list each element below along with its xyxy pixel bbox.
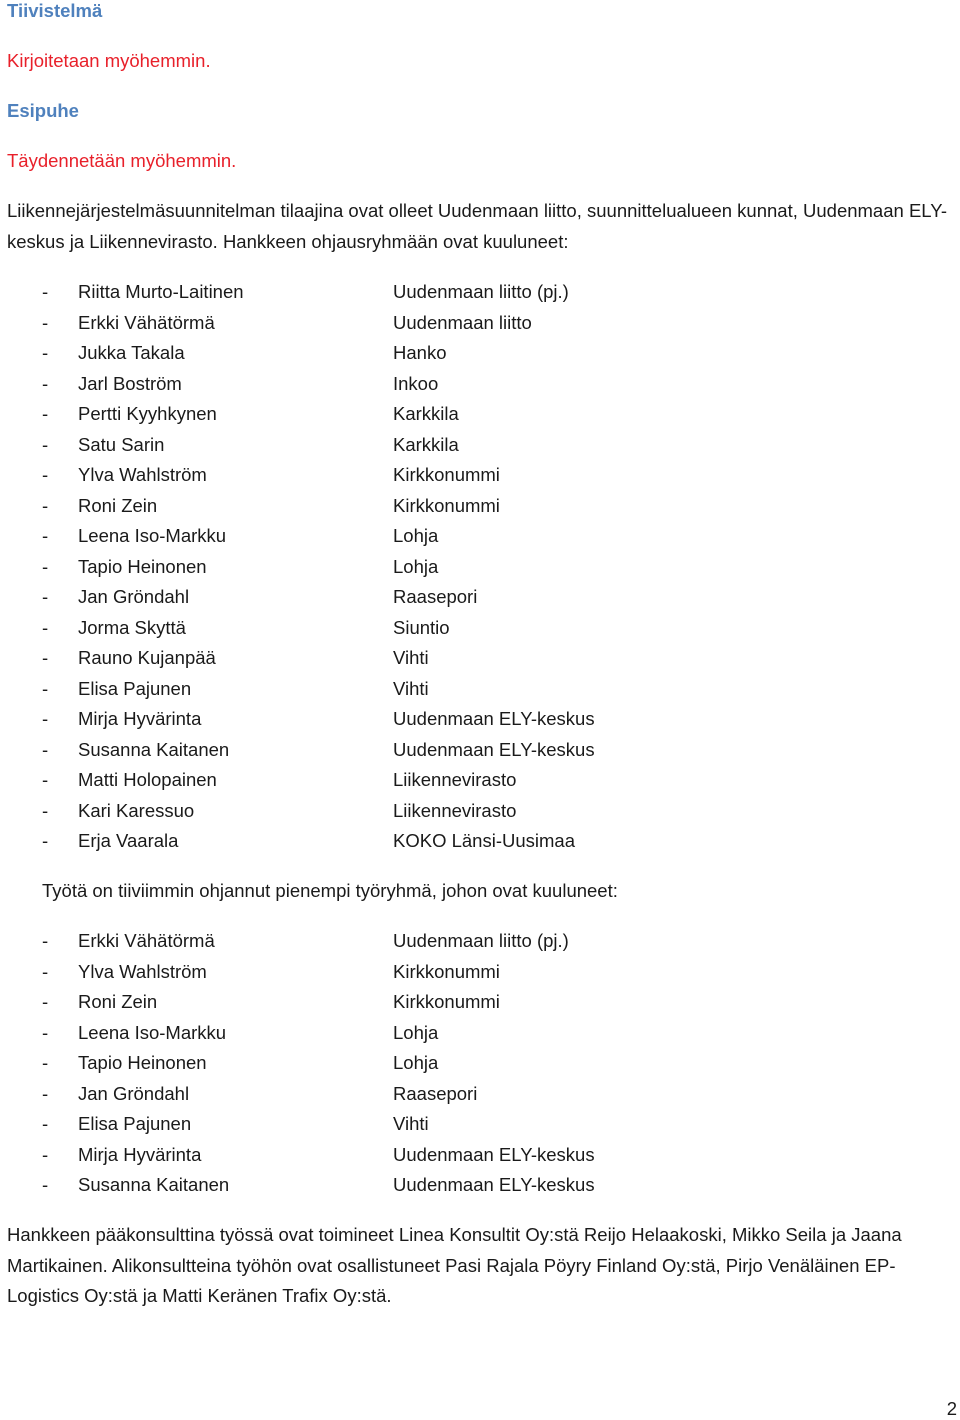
list-dash: -	[42, 677, 49, 699]
member-organization: Uudenmaan ELY-keskus	[393, 708, 595, 729]
list-dash: -	[42, 647, 49, 668]
consultants-paragraph-text: Hankkeen pääkonsulttina työssä ovat toimineet Linea Konsultit Oy:stä Reijo Helaakoski, Mikko Seila ja Jaana Martikainen. Alikonsultteina työhön ovat osallistuneet Pasi Rajala Pöyry Finland Oy:stä, Pirjo Venäläinen EP-Logistics Oy:stä ja Matti Keränen Trafix Oy:stä.	[7, 1224, 902, 1306]
list-dash: -	[42, 1174, 49, 1195]
consultants-paragraph	[7, 1220, 957, 1312]
list-dash: -	[42, 311, 49, 333]
member-name: Susanna Kaitanen	[78, 1174, 230, 1195]
member-name: Elisa Pajunen	[78, 677, 192, 699]
member-name: Jan Gröndahl	[78, 1082, 190, 1104]
foreword-heading: Esipuhe	[7, 100, 79, 121]
working-group-intro-text: Työtä on tiiviimmin ohjannut pienempi työryhmä, johon ovat kuuluneet:	[42, 880, 618, 901]
member-name: Roni Zein	[78, 494, 158, 516]
member-organization: KOKO Länsi-Uusimaa	[393, 830, 575, 851]
member-organization: Uudenmaan ELY-keskus	[393, 1174, 595, 1195]
member-name: Tapio Heinonen	[78, 555, 207, 577]
intro-paragraph-text: Liikennejärjestelmäsuunnitelman tilaajina ovat olleet Uudenmaan liitto, suunnittelualueen kunnat, Uudenmaan ELY-keskus ja Liikennevirasto. Hankkeen ohjausryhmään ovat kuuluneet:	[7, 200, 947, 252]
member-organization: Inkoo	[393, 372, 439, 394]
member-organization: Kirkkonummi	[393, 464, 500, 485]
list-dash: -	[42, 991, 49, 1012]
list-dash: -	[42, 738, 49, 760]
member-organization: Uudenmaan liitto (pj.)	[393, 930, 569, 951]
member-organization: Lohja	[393, 525, 439, 546]
member-organization: Siuntio	[393, 616, 450, 638]
list-dash: -	[42, 464, 49, 485]
member-name: Riitta Murto-Laitinen	[78, 281, 244, 302]
intro-paragraph	[7, 196, 957, 257]
member-name: Erja Vaarala	[78, 830, 179, 851]
member-name: Tapio Heinonen	[78, 1052, 207, 1073]
working-group-intro	[42, 876, 942, 907]
member-organization: Uudenmaan liitto	[393, 311, 532, 333]
member-organization: Kirkkonummi	[393, 991, 500, 1012]
member-organization: Kirkkonummi	[393, 494, 500, 516]
member-name: Elisa Pajunen	[78, 1113, 192, 1134]
member-organization: Lohja	[393, 555, 439, 577]
list-dash: -	[42, 1143, 49, 1165]
member-name: Pertti Kyyhkynen	[78, 403, 217, 424]
foreword-placeholder-text: Täydennetään myöhemmin.	[7, 150, 237, 171]
member-name: Jan Gröndahl	[78, 586, 190, 607]
list-dash: -	[42, 1052, 49, 1073]
member-name: Erkki Vähätörmä	[78, 311, 215, 333]
list-dash: -	[42, 525, 49, 546]
member-organization: Vihti	[393, 1113, 429, 1134]
member-name: Leena Iso-Markku	[78, 525, 227, 546]
member-organization: Uudenmaan ELY-keskus	[393, 738, 595, 760]
list-dash: -	[42, 769, 49, 790]
member-name: Jorma Skyttä	[78, 616, 186, 638]
list-dash: -	[42, 930, 49, 951]
list-dash: -	[42, 433, 49, 455]
page-number: 2	[946, 1398, 957, 1419]
list-dash: -	[42, 616, 49, 638]
member-organization: Raasepori	[393, 586, 478, 607]
member-name: Kari Karessuo	[78, 799, 195, 821]
list-dash: -	[42, 342, 49, 363]
member-organization: Raasepori	[393, 1082, 478, 1104]
member-organization: Uudenmaan liitto (pj.)	[393, 281, 569, 302]
member-name: Roni Zein	[78, 991, 158, 1012]
list-dash: -	[42, 1021, 49, 1043]
member-organization: Lohja	[393, 1052, 439, 1073]
list-dash: -	[42, 555, 49, 577]
summary-heading: Tiivistelmä	[7, 0, 103, 21]
list-dash: -	[42, 494, 49, 516]
member-name: Mirja Hyvärinta	[78, 708, 202, 729]
member-organization: Lohja	[393, 1021, 439, 1043]
member-name: Jarl Boström	[78, 372, 182, 394]
member-organization: Uudenmaan ELY-keskus	[393, 1143, 595, 1165]
member-name: Matti Holopainen	[78, 769, 217, 790]
member-organization: Vihti	[393, 677, 429, 699]
member-organization: Karkkila	[393, 403, 459, 424]
member-name: Erkki Vähätörmä	[78, 930, 215, 951]
member-name: Rauno Kujanpää	[78, 647, 216, 668]
member-name: Mirja Hyvärinta	[78, 1143, 202, 1165]
member-organization: Liikennevirasto	[393, 799, 517, 821]
member-organization: Liikennevirasto	[393, 769, 517, 790]
member-organization: Vihti	[393, 647, 429, 668]
list-dash: -	[42, 799, 49, 821]
list-dash: -	[42, 1113, 49, 1134]
member-organization: Hanko	[393, 342, 447, 363]
list-dash: -	[42, 372, 49, 394]
list-dash: -	[42, 586, 49, 607]
member-organization: Karkkila	[393, 433, 459, 455]
member-name: Leena Iso-Markku	[78, 1021, 227, 1043]
list-dash: -	[42, 708, 49, 729]
member-name: Satu Sarin	[78, 433, 165, 455]
member-name: Susanna Kaitanen	[78, 738, 230, 760]
list-dash: -	[42, 1082, 49, 1104]
list-dash: -	[42, 403, 49, 424]
summary-placeholder-text: Kirjoitetaan myöhemmin.	[7, 50, 211, 71]
list-dash: -	[42, 830, 49, 851]
list-dash: -	[42, 281, 49, 302]
member-name: Jukka Takala	[78, 342, 185, 363]
list-dash: -	[42, 960, 49, 982]
member-name: Ylva Wahlström	[78, 960, 207, 982]
member-name: Ylva Wahlström	[78, 464, 207, 485]
member-organization: Kirkkonummi	[393, 960, 500, 982]
